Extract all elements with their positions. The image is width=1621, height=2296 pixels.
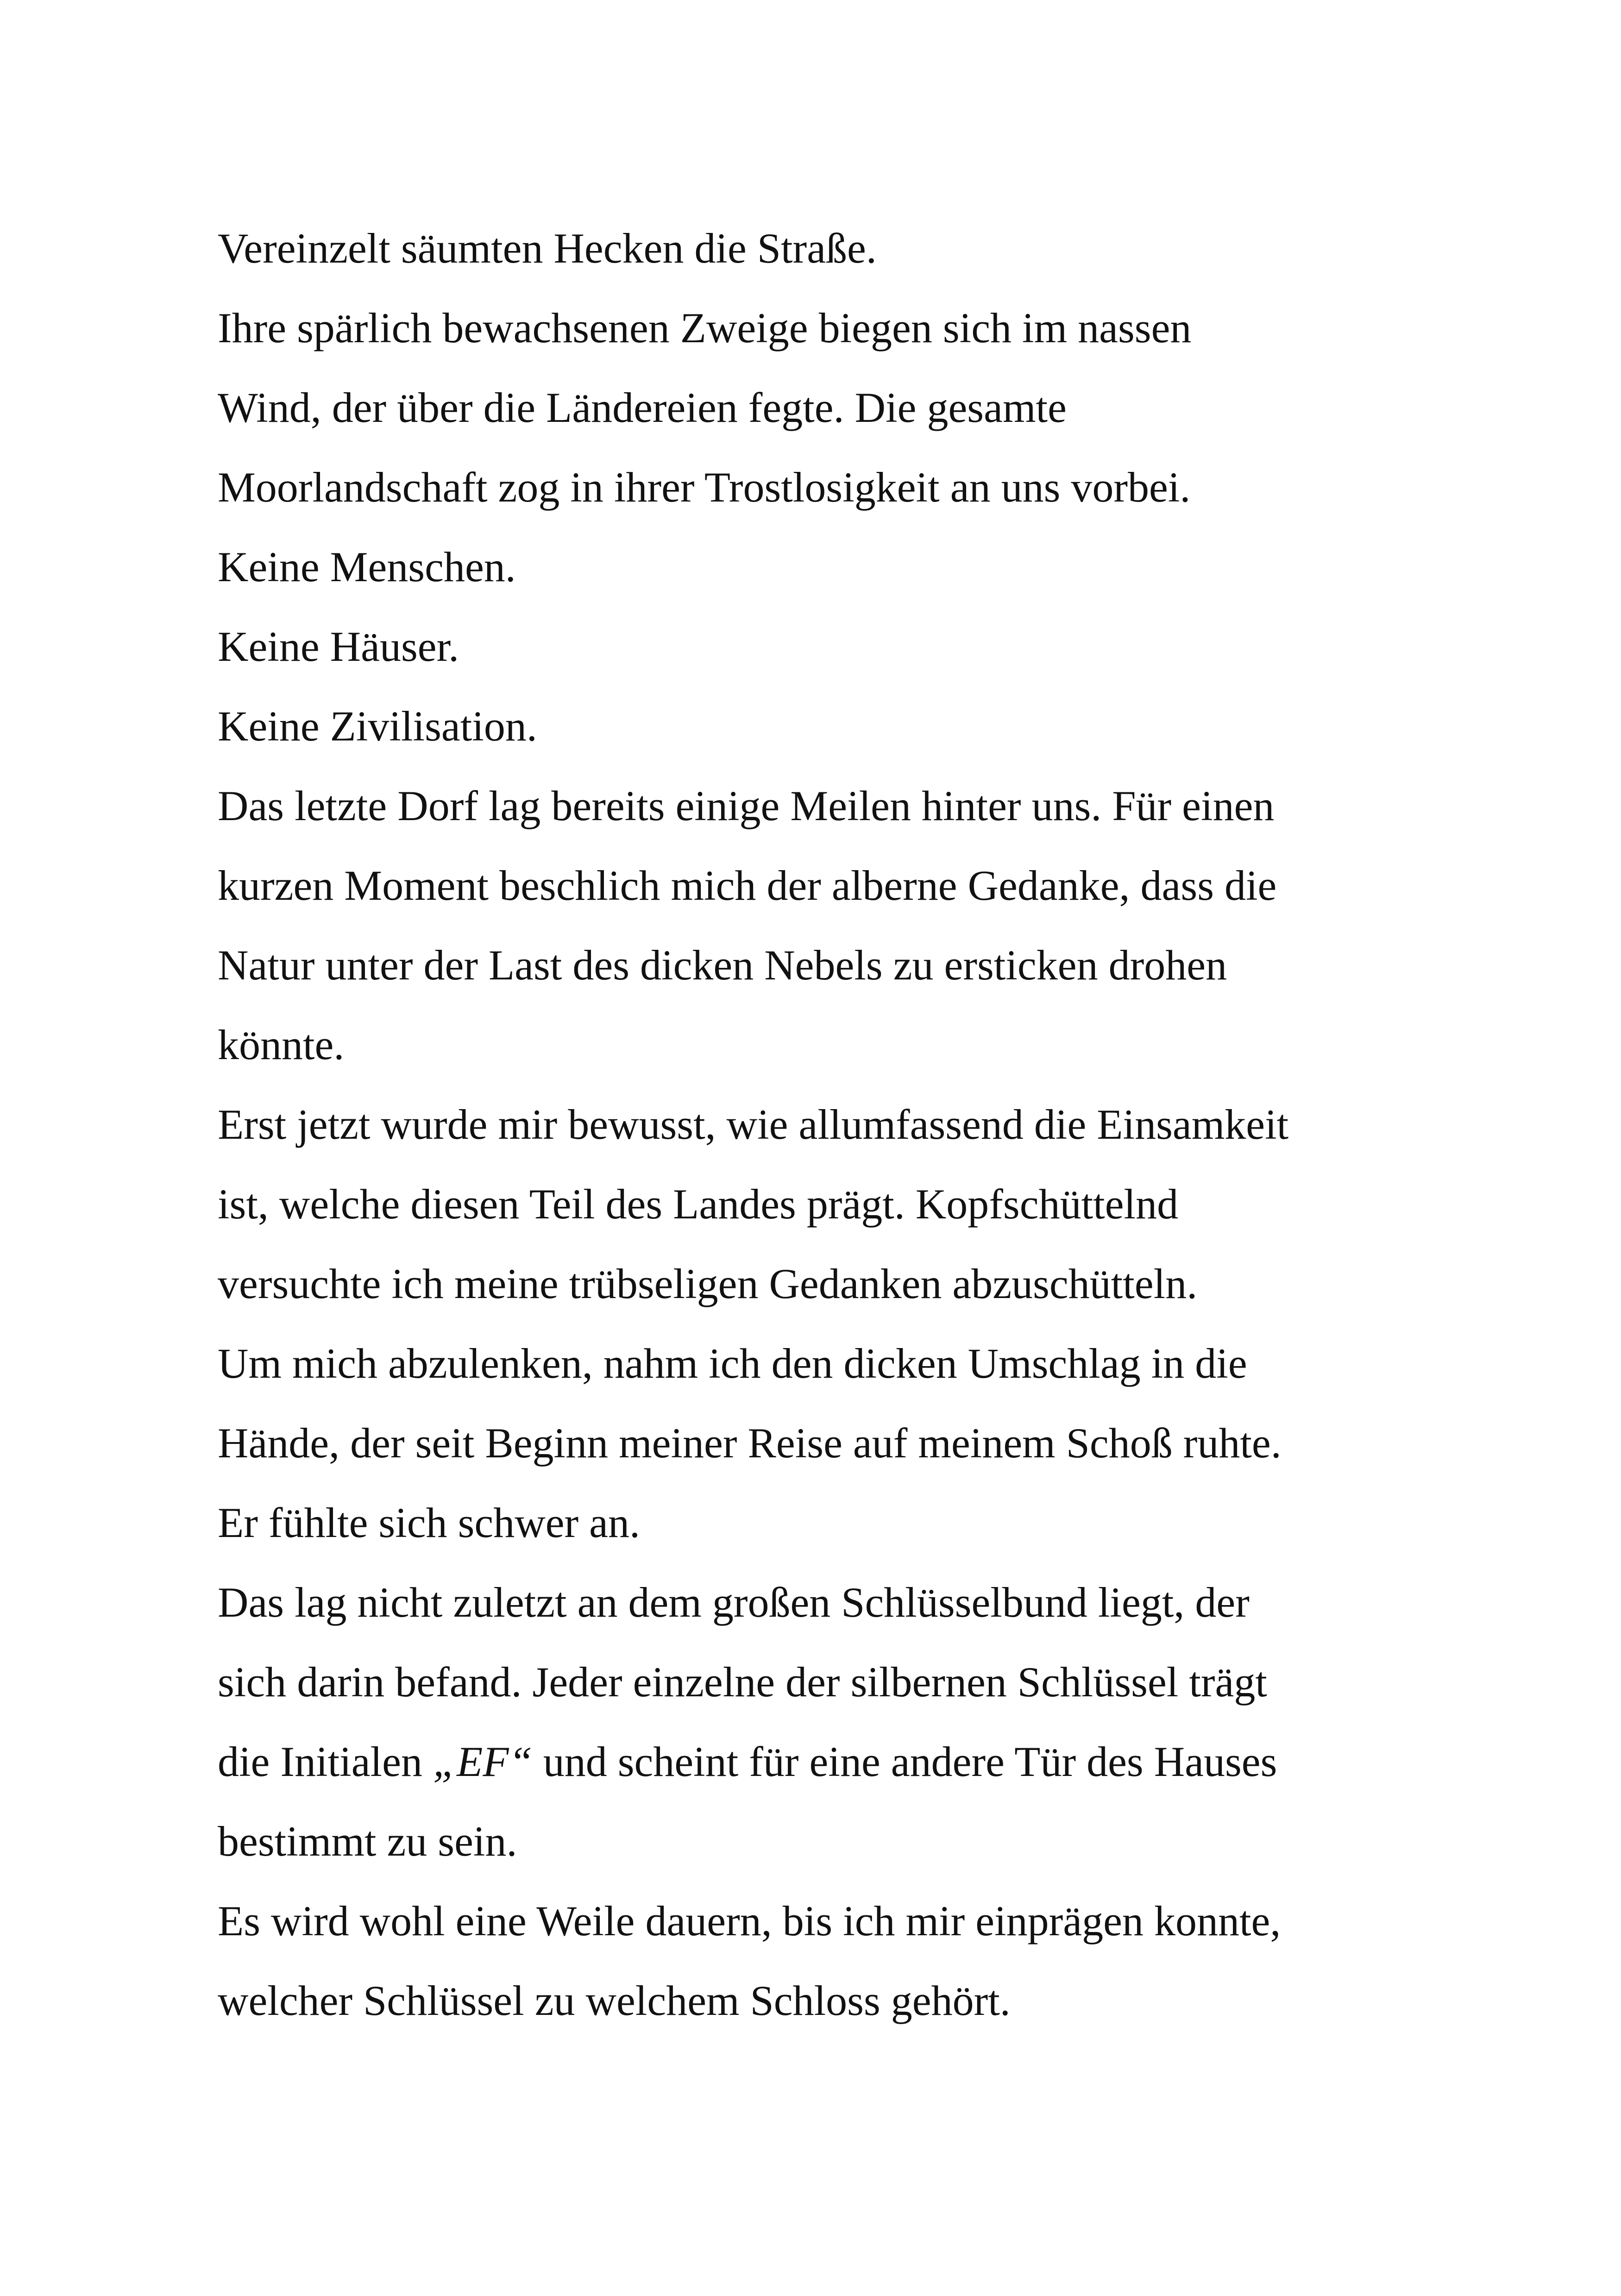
body-text xyxy=(218,208,1422,2040)
text-line: Wind, der über die Ländereien fegte. Die gesamte xyxy=(218,384,1067,431)
initials-line-after: und scheint für eine andere Tür des Hauses xyxy=(532,1738,1277,1785)
initials-line-before: die Initialen xyxy=(218,1738,433,1785)
text-line: könnte. xyxy=(218,1021,345,1068)
text-line: Es wird wohl eine Weile dauern, bis ich mir einprägen konnte, xyxy=(218,1897,1281,1945)
text-line: Keine Häuser. xyxy=(218,623,459,670)
text-line: Hände, der seit Beginn meiner Reise auf meinem Schoß ruhte. xyxy=(218,1419,1282,1467)
text-line: ist, welche diesen Teil des Landes prägt. Kopfschüttelnd xyxy=(218,1180,1179,1228)
initials-line xyxy=(218,1722,1422,1801)
text-line: welcher Schlüssel zu welchem Schloss gehört. xyxy=(218,1977,1011,2024)
text-line: Natur unter der Last des dicken Nebels zu ersticken drohen xyxy=(218,941,1227,989)
text-line: kurzen Moment beschlich mich der alberne Gedanke, dass die xyxy=(218,862,1277,909)
text-line: versuchte ich meine trübseligen Gedanken abzuschütteln. xyxy=(218,1260,1198,1307)
text-line: Erst jetzt wurde mir bewusst, wie allumfassend die Einsamkeit xyxy=(218,1101,1289,1148)
text-line: Um mich abzulenken, nahm ich den dicken Umschlag in die xyxy=(218,1340,1247,1387)
text-line: Er fühlte sich schwer an. xyxy=(218,1499,641,1546)
text-line: Das lag nicht zuletzt an dem großen Schlüsselbund liegt, der xyxy=(218,1579,1250,1626)
text-line: Keine Zivilisation. xyxy=(218,703,537,750)
text-line: Keine Menschen. xyxy=(218,543,516,590)
text-line: Ihre spärlich bewachsenen Zweige biegen sich im nassen xyxy=(218,304,1192,351)
text-line: Vereinzelt säumten Hecken die Straße. xyxy=(218,225,877,272)
text-line: bestimmt zu sein. xyxy=(218,1818,517,1865)
text-line: sich darin befand. Jeder einzelne der silbernen Schlüssel trägt xyxy=(218,1658,1267,1706)
text-line: Moorlandschaft zog in ihrer Trostlosigkeit an uns vorbei. xyxy=(218,464,1191,511)
text-line: Das letzte Dorf lag bereits einige Meilen hinter uns. Für einen xyxy=(218,782,1275,829)
initials-text: „EF“ xyxy=(433,1738,533,1785)
